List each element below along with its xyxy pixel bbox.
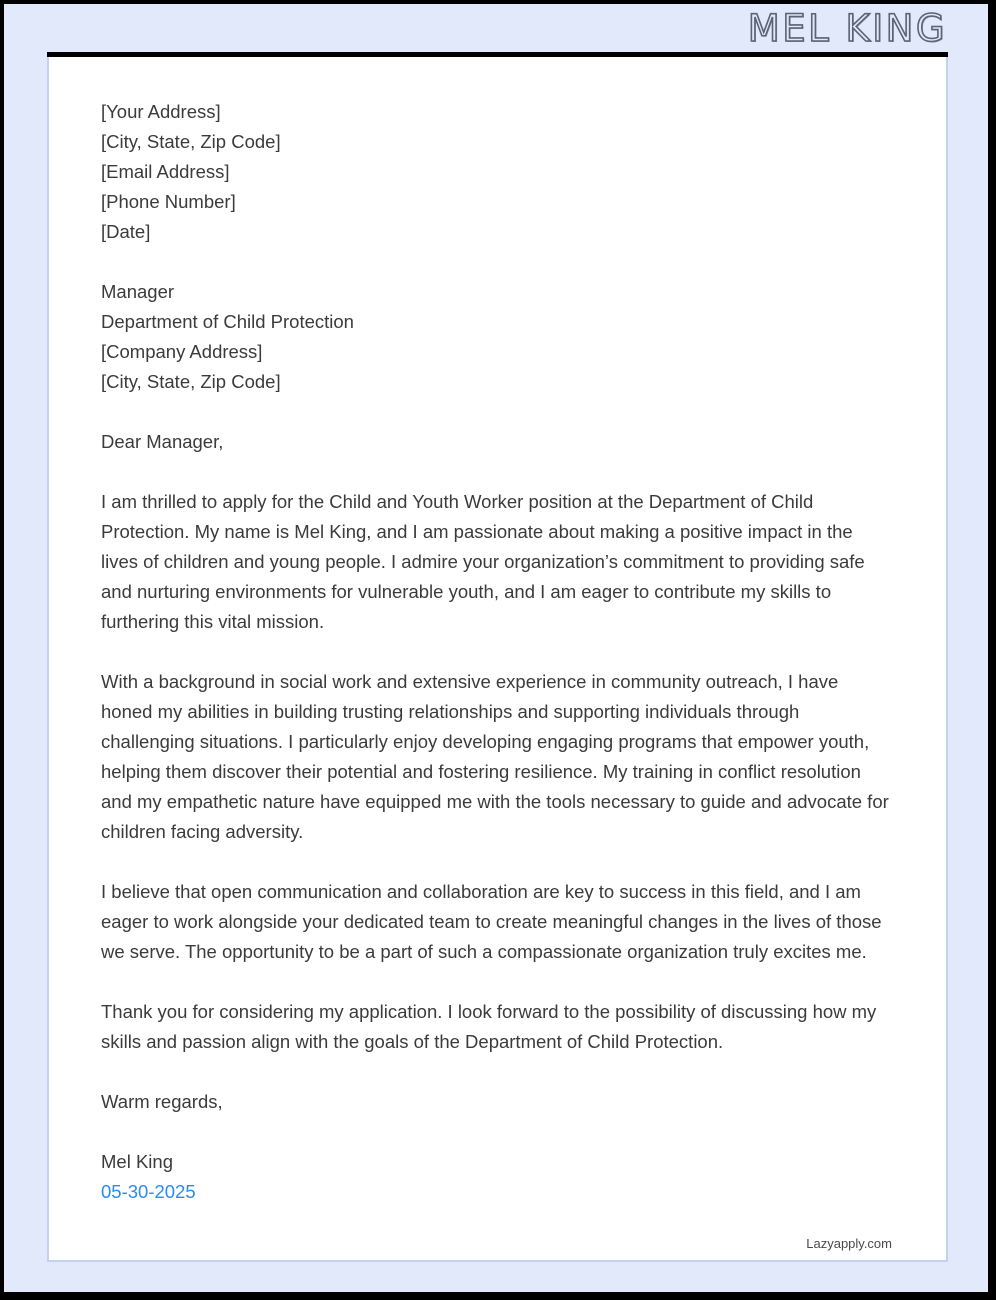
- block-spacer: [101, 397, 892, 427]
- letter-page: [4, 4, 988, 1292]
- recipient-address-line: Department of Child Protection: [101, 311, 354, 332]
- letter-card: [47, 57, 948, 1262]
- signature-date: 05-30-2025: [101, 1181, 196, 1202]
- sender-address-line: [City, State, Zip Code]: [101, 131, 281, 152]
- body-paragraph: Thank you for considering my application. I look forward to the possibility of discussing how my skills and passion align with the goals of the Department of Child Protection.: [101, 1001, 877, 1052]
- salutation: Dear Manager,: [101, 431, 224, 452]
- body-paragraph: I believe that open communication and collaboration are key to success in this field, and I am eager to work alongside your dedicated team to create meaningful changes in the lives of those we serve. The opportunity to be a part of such a compassionate organization truly excites me.: [101, 881, 882, 962]
- letterhead-name: MEL KING: [747, 6, 947, 50]
- sender-address-line: [Your Address]: [101, 101, 221, 122]
- letter-body: [101, 97, 892, 1207]
- sender-address-line: [Phone Number]: [101, 191, 236, 212]
- sender-address-line: [Email Address]: [101, 161, 230, 182]
- sender-address-block: [101, 97, 892, 247]
- recipient-address-line: [City, State, Zip Code]: [101, 371, 281, 392]
- valediction: Warm regards,: [101, 1091, 223, 1112]
- recipient-address-line: Manager: [101, 281, 175, 302]
- recipient-address-line: [Company Address]: [101, 341, 263, 362]
- body-paragraph: I am thrilled to apply for the Child and Youth Worker position at the Department of Child Protection. My name is Mel King, and I am passionate about making a positive impact in the lives of children and young people. I admire your organization’s commitment to providing safe and nurturing environments for vulnerable youth, and I am eager to contribute my skills to furthering this vital mission.: [101, 491, 865, 632]
- body-paragraph: With a background in social work and extensive experience in community outreach, I have honed my abilities in building trusting relationships and supporting individuals through challenging situations. I particularly enjoy developing engaging programs that empower youth, helping them discover their potential and fostering resilience. My training in conflict resolution and my empathetic nature have equipped me with the tools necessary to guide and advocate for children facing adversity.: [101, 671, 889, 842]
- recipient-address-block: [101, 277, 892, 397]
- signer-name: Mel King: [101, 1151, 173, 1172]
- letterhead: [4, 4, 948, 52]
- sender-address-line: [Date]: [101, 221, 151, 242]
- block-spacer: [101, 247, 892, 277]
- block-spacer: [101, 1117, 892, 1147]
- footer-watermark: Lazyapply.com: [806, 1236, 892, 1251]
